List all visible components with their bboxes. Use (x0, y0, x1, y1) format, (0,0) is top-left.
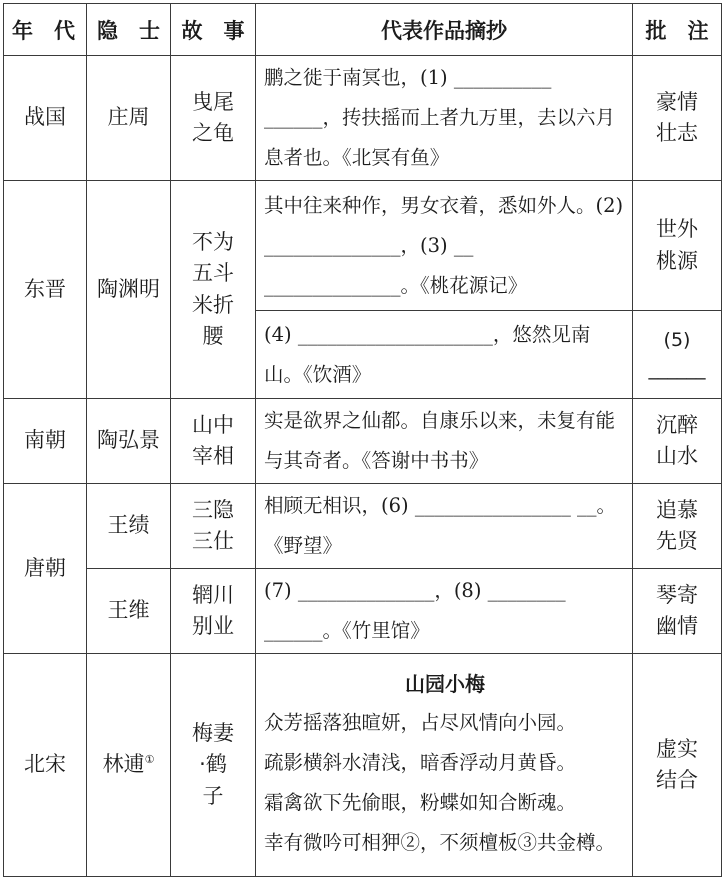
hermit-cell: 林逋① (87, 654, 171, 877)
note-cell: 豪情壮志 (633, 56, 722, 181)
header-row (4, 4, 722, 56)
note-cell: 世外桃源 (633, 181, 722, 311)
story-cell: 三隐三仕 (171, 484, 256, 569)
note-cell: 琴寄幽情 (633, 569, 722, 654)
header-story: 故 事 (171, 4, 256, 56)
header-hermit: 隐 士 (87, 4, 171, 56)
table-row (4, 181, 722, 311)
work-cell (256, 654, 633, 877)
table-row (4, 569, 722, 654)
header-works: 代表作品摘抄 (256, 4, 633, 56)
story-cell: 曳尾之龟 (171, 56, 256, 181)
dynasty-cell: 北宋 (4, 654, 87, 877)
work-cell: 鹏之徙于南冥也，(1) __________ ______，抟扶摇而上者九万里，去以六月息者也。《北冥有鱼》 (256, 56, 633, 181)
hermit-cell: 陶渊明 (87, 181, 171, 399)
hermit-cell: 王维 (87, 569, 171, 654)
work-cell: (7) ______________，(8) ________ ______。《竹里馆》 (256, 569, 633, 654)
note-cell: (5) ______ (633, 311, 722, 399)
poem-title: 山园小梅 (405, 672, 485, 696)
work-cell: 实是欲界之仙都。自康乐以来，未复有能与其奇者。《答谢中书书》 (256, 399, 633, 484)
poem-line: 众芳摇落独暄妍，占尽风情向小园。 (264, 711, 577, 734)
dynasty-cell: 唐朝 (4, 484, 87, 654)
literature-table (3, 3, 722, 877)
poem-line: 霜禽欲下先偷眼，粉蝶如知合断魂。 (264, 791, 577, 814)
poem-line: 疏影横斜水清浅，暗香浮动月黄昏。 (264, 751, 577, 774)
work-cell: 相顾无相识，(6) ________________ __。《野望》 (256, 484, 633, 569)
dynasty-cell: 战国 (4, 56, 87, 181)
work-cell: (4) ____________________，悠然见南山。《饮酒》 (256, 311, 633, 399)
header-dynasty: 年 代 (4, 4, 87, 56)
hermit-cell: 王绩 (87, 484, 171, 569)
hermit-cell: 庄周 (87, 56, 171, 181)
work-cell: 其中往来种作，男女衣着，悉如外人。(2) ______________，(3) __ ______________。《桃花源记》 (256, 181, 633, 311)
story-cell: 辋川别业 (171, 569, 256, 654)
poem-line: 幸有微吟可相狎②，不须檀板③共金樽。 (264, 831, 616, 854)
story-cell: 不为五斗米折腰 (171, 181, 256, 399)
table-row (4, 484, 722, 569)
story-cell: 山中宰相 (171, 399, 256, 484)
note-cell: 虚实结合 (633, 654, 722, 877)
hermit-cell: 陶弘景 (87, 399, 171, 484)
note-cell: 追慕先贤 (633, 484, 722, 569)
dynasty-cell: 南朝 (4, 399, 87, 484)
table-row (4, 399, 722, 484)
table-row (4, 56, 722, 181)
header-note: 批 注 (633, 4, 722, 56)
story-cell: 梅妻·鹤子 (171, 654, 256, 877)
note-cell: 沉醉山水 (633, 399, 722, 484)
table-row (4, 654, 722, 877)
dynasty-cell: 东晋 (4, 181, 87, 399)
